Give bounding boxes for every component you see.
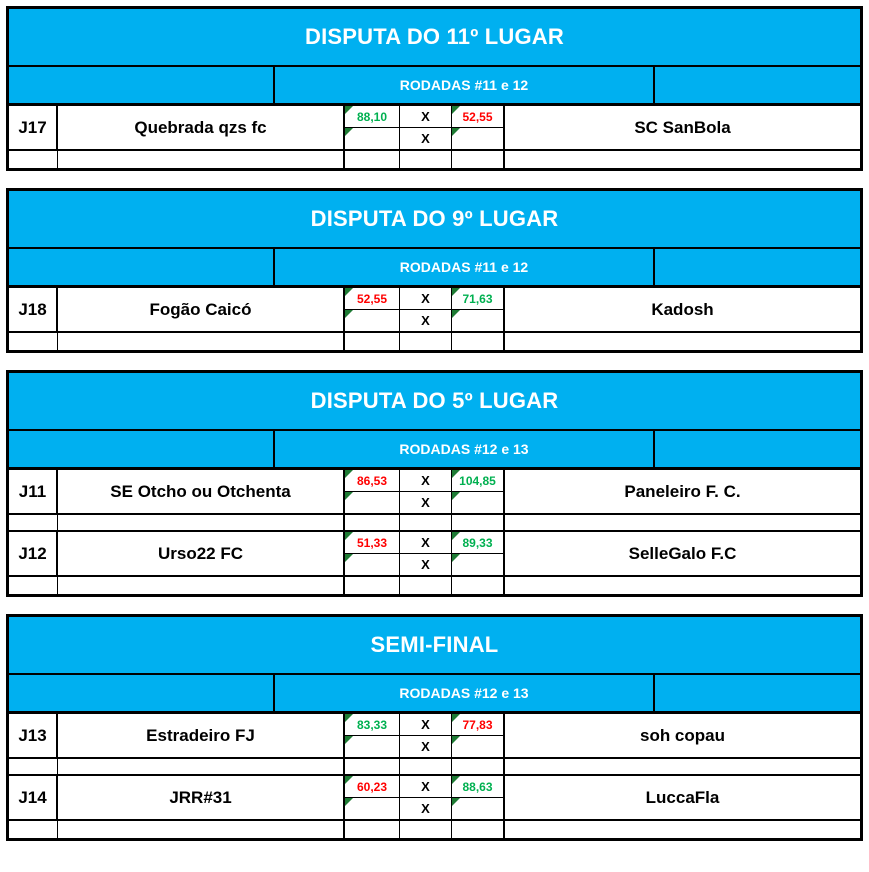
- spacer-cell: [400, 577, 452, 594]
- home-score-value: 88,10: [356, 109, 388, 124]
- rounds-row-left-blank: [9, 67, 273, 103]
- error-flag-icon: [452, 288, 460, 296]
- spacer-cell: [58, 821, 345, 838]
- error-flag-icon: [452, 714, 460, 722]
- home-score-value: 83,33: [356, 717, 388, 732]
- match-id: J12: [9, 532, 58, 575]
- x-separator: X: [400, 736, 452, 757]
- rounds-row-left-blank: [9, 249, 273, 285]
- rounds-row: [9, 249, 860, 288]
- spacer-row: [9, 333, 860, 350]
- away-score-value: 52,55: [462, 109, 493, 124]
- home-score-leg2-cell: [345, 554, 400, 575]
- spacer-cell: [345, 151, 400, 168]
- spacer-row: [9, 515, 860, 532]
- away-team-name: soh copau: [639, 725, 725, 745]
- spacer-cell: [9, 759, 58, 774]
- rounds-row-right-blank: [655, 67, 860, 103]
- home-team-name: SE Otcho ou Otchenta: [58, 470, 345, 513]
- x-separator: X: [400, 310, 452, 331]
- error-flag-icon: [345, 532, 353, 540]
- spacer-cell: [400, 151, 452, 168]
- away-team-name: LuccaFla: [645, 787, 720, 807]
- section-dispute-5th-place: [6, 370, 863, 597]
- error-flag-icon: [345, 554, 353, 562]
- match-id: J11: [9, 470, 58, 513]
- spacer-cell: [9, 333, 58, 350]
- section-semi-final: [6, 614, 863, 841]
- error-flag-icon: [345, 714, 353, 722]
- rounds-label: RODADAS #12 e 13: [273, 431, 655, 467]
- x-separator: X: [400, 288, 452, 310]
- away-score-value: 88,63: [462, 779, 493, 794]
- home-team-name: JRR#31: [58, 776, 345, 819]
- rounds-row-right-blank: [655, 249, 860, 285]
- spacer-cell: [452, 821, 505, 838]
- away-score-value: 89,33: [462, 535, 493, 550]
- error-flag-icon: [452, 798, 460, 806]
- spacer-cell: [505, 759, 860, 774]
- home-score-cell: [345, 714, 400, 736]
- spacer-row: [9, 759, 860, 776]
- x-separator: X: [400, 554, 452, 575]
- section-title: DISPUTA DO 9º LUGAR: [9, 191, 860, 249]
- error-flag-icon: [345, 776, 353, 784]
- spacer-cell: [9, 515, 58, 530]
- spacer-cell: [452, 515, 505, 530]
- x-separator: X: [400, 128, 452, 149]
- spacer-cell: [400, 821, 452, 838]
- spacer-cell: [505, 577, 860, 594]
- spacer-cell: [345, 515, 400, 530]
- spacer-cell: [505, 515, 860, 530]
- error-flag-icon: [345, 470, 353, 478]
- section-title: DISPUTA DO 5º LUGAR: [9, 373, 860, 431]
- error-flag-icon: [452, 736, 460, 744]
- x-separator: X: [400, 470, 452, 492]
- home-team-name: Fogão Caicó: [58, 288, 345, 331]
- x-separator: X: [400, 492, 452, 513]
- away-score-cell: [452, 714, 505, 736]
- home-score-leg2-cell: [345, 798, 400, 819]
- away-score-leg2-cell: [452, 554, 505, 575]
- match-row-j14: [9, 776, 860, 821]
- error-flag-icon: [345, 288, 353, 296]
- spacer-cell: [452, 151, 505, 168]
- rounds-row-left-blank: [9, 431, 273, 467]
- spacer-cell: [505, 821, 860, 838]
- match-row-j17: [9, 106, 860, 151]
- spacer-cell: [58, 577, 345, 594]
- spacer-cell: [9, 151, 58, 168]
- match-row-j18: [9, 288, 860, 333]
- rounds-row: [9, 431, 860, 470]
- rounds-row-left-blank: [9, 675, 273, 711]
- section-dispute-9th-place: [6, 188, 863, 353]
- home-team-name: Estradeiro FJ: [58, 714, 345, 757]
- error-flag-icon: [345, 798, 353, 806]
- away-score-value: 71,63: [462, 291, 493, 306]
- spacer-cell: [400, 333, 452, 350]
- match-id: J17: [9, 106, 58, 149]
- away-score-cell: [452, 532, 505, 554]
- rounds-label: RODADAS #12 e 13: [273, 675, 655, 711]
- rounds-label: RODADAS #11 e 12: [273, 67, 655, 103]
- section-title: DISPUTA DO 11º LUGAR: [9, 9, 860, 67]
- match-row-j13: [9, 714, 860, 759]
- match-id: J13: [9, 714, 58, 757]
- away-score-cell: [452, 470, 505, 492]
- home-score-leg2-cell: [345, 492, 400, 513]
- error-flag-icon: [452, 106, 460, 114]
- spacer-cell: [452, 577, 505, 594]
- error-flag-icon: [452, 776, 460, 784]
- home-score-value: 52,55: [356, 291, 388, 306]
- spacer-cell: [345, 333, 400, 350]
- away-score-cell: [452, 106, 505, 128]
- x-separator: X: [400, 532, 452, 554]
- home-score-value: 60,23: [356, 779, 388, 794]
- home-score-cell: [345, 470, 400, 492]
- away-score-leg2-cell: [452, 492, 505, 513]
- away-score-value: 77,83: [462, 717, 493, 732]
- match-id: J14: [9, 776, 58, 819]
- spacer-cell: [452, 333, 505, 350]
- home-score-cell: [345, 776, 400, 798]
- rounds-row-right-blank: [655, 431, 860, 467]
- home-score-cell: [345, 532, 400, 554]
- rounds-row-right-blank: [655, 675, 860, 711]
- error-flag-icon: [452, 554, 460, 562]
- spacer-row: [9, 577, 860, 594]
- rounds-label: RODADAS #11 e 12: [273, 249, 655, 285]
- spacer-cell: [58, 333, 345, 350]
- x-separator: X: [400, 106, 452, 128]
- away-team-name: SC SanBola: [634, 117, 731, 137]
- rounds-row: [9, 67, 860, 106]
- home-score-cell: [345, 106, 400, 128]
- away-score-leg2-cell: [452, 310, 505, 331]
- home-team-name: Quebrada qzs fc: [58, 106, 345, 149]
- home-score-leg2-cell: [345, 310, 400, 331]
- spacer-cell: [345, 577, 400, 594]
- home-score-value: 86,53: [356, 473, 388, 488]
- home-score-cell: [345, 288, 400, 310]
- spacer-cell: [400, 515, 452, 530]
- x-separator: X: [400, 714, 452, 736]
- away-team-name: Paneleiro F. C.: [624, 481, 741, 501]
- spacer-cell: [345, 821, 400, 838]
- spacer-cell: [58, 151, 345, 168]
- match-id: J18: [9, 288, 58, 331]
- home-team-name: Urso22 FC: [58, 532, 345, 575]
- error-flag-icon: [345, 310, 353, 318]
- error-flag-icon: [452, 532, 460, 540]
- away-score-leg2-cell: [452, 736, 505, 757]
- error-flag-icon: [452, 128, 460, 136]
- away-score-leg2-cell: [452, 798, 505, 819]
- away-score-leg2-cell: [452, 128, 505, 149]
- error-flag-icon: [345, 128, 353, 136]
- section-title: SEMI-FINAL: [9, 617, 860, 675]
- away-score-value: 104,85: [459, 473, 496, 488]
- home-score-value: 51,33: [356, 535, 388, 550]
- spacer-row: [9, 151, 860, 168]
- away-team-name: Kadosh: [651, 299, 714, 319]
- spacer-cell: [345, 759, 400, 774]
- error-flag-icon: [345, 106, 353, 114]
- spacer-cell: [58, 759, 345, 774]
- rounds-row: [9, 675, 860, 714]
- error-flag-icon: [345, 736, 353, 744]
- away-team-name: SelleGalo F.C: [628, 543, 737, 563]
- away-score-cell: [452, 288, 505, 310]
- spacer-cell: [505, 151, 860, 168]
- x-separator: X: [400, 776, 452, 798]
- spacer-cell: [400, 759, 452, 774]
- spacer-cell: [452, 759, 505, 774]
- spacer-row: [9, 821, 860, 838]
- home-score-leg2-cell: [345, 736, 400, 757]
- section-dispute-11th-place: [6, 6, 863, 171]
- match-row-j12: [9, 532, 860, 577]
- x-separator: X: [400, 798, 452, 819]
- away-score-cell: [452, 776, 505, 798]
- home-score-leg2-cell: [345, 128, 400, 149]
- match-row-j11: [9, 470, 860, 515]
- spacer-cell: [9, 821, 58, 838]
- error-flag-icon: [452, 492, 460, 500]
- spacer-cell: [9, 577, 58, 594]
- error-flag-icon: [452, 310, 460, 318]
- spacer-cell: [58, 515, 345, 530]
- error-flag-icon: [345, 492, 353, 500]
- spacer-cell: [505, 333, 860, 350]
